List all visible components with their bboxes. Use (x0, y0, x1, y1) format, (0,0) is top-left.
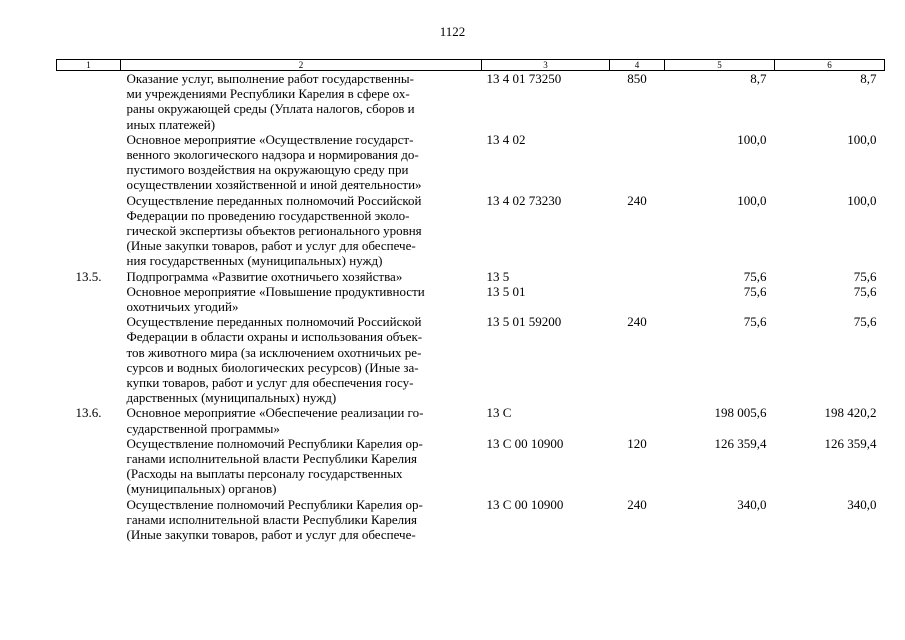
table-row (57, 269, 885, 284)
item-name: Оказание услуг, выполнение работ государственны- ми учреждениями Республики Карелия в сфере ох- раны окружающей среды (Уплата налогов, сборов и иных платежей) (126, 71, 415, 132)
expense-type-code: 240 (627, 496, 647, 512)
target-article-code: 13 5 01 (486, 283, 526, 299)
item-number (57, 497, 121, 543)
item-name: Основное мероприятие «Осуществление государст- венного экологического надзора и нормирования до- пустимого воздействия на окружающую среду при осуществлении хозяйственной и иной деятельности» (126, 131, 422, 193)
amount-year-1: 198 005,6 (714, 405, 767, 421)
amount-year-1: 340,0 (737, 496, 767, 512)
table-row (57, 193, 885, 269)
table-row (57, 497, 885, 543)
amount-year-1: 126 359,4 (714, 435, 767, 451)
expense-type-code: 240 (627, 192, 647, 208)
column-header: 3 (482, 60, 610, 71)
table-row (57, 405, 885, 435)
item-number: 13.5. (75, 268, 102, 284)
amount-year-2: 75,6 (853, 283, 877, 299)
item-number (57, 436, 121, 497)
amount-year-2: 340,0 (847, 496, 877, 512)
amount-year-2: 75,6 (853, 314, 877, 330)
expense-type-code (610, 132, 665, 193)
amount-year-1: 100,0 (737, 192, 767, 208)
target-article-code: 13 5 01 59200 (486, 314, 562, 330)
item-number: 13.6. (75, 405, 102, 421)
column-header: 1 (57, 60, 121, 71)
expense-type-code: 120 (627, 435, 647, 451)
target-article-code: 13 4 02 (486, 131, 526, 147)
table-row (57, 71, 885, 132)
item-name: Осуществление полномочий Республики Карелия ор- ганами исполнительной власти Республики Карелия (Расходы на выплаты персоналу государственных (муниципальных) органов) (126, 435, 423, 497)
amount-year-2: 75,6 (853, 268, 877, 284)
amount-year-2: 198 420,2 (824, 405, 877, 421)
column-header: 5 (665, 60, 775, 71)
amount-year-2: 100,0 (847, 131, 877, 147)
amount-year-2: 100,0 (847, 192, 877, 208)
table-row (57, 314, 885, 405)
column-header: 4 (610, 60, 665, 71)
column-header: 2 (121, 60, 482, 71)
amount-year-1: 100,0 (737, 131, 767, 147)
item-name: Осуществление полномочий Республики Карелия ор- ганами исполнительной власти Республики Карелия (Иные закупки товаров, работ и услуг для обеспече- (126, 496, 423, 543)
target-article-code: 13 4 02 73230 (486, 192, 562, 208)
amount-year-2: 126 359,4 (824, 435, 877, 451)
amount-year-1: 75,6 (743, 283, 767, 299)
expense-type-code (610, 284, 665, 314)
item-name: Осуществление переданных полномочий Российской Федерации по проведению государственной эколо- гической экспертизы объектов регионального уровня (Иные закупки товаров, работ и услуг для обеспече- ния государственных (муниципальных) нужд) (126, 192, 422, 269)
item-number (57, 284, 121, 314)
target-article-code: 13 С (486, 405, 512, 421)
item-number (57, 71, 121, 132)
target-article-code: 13 5 (486, 268, 510, 284)
expense-type-code: 850 (627, 71, 647, 86)
item-name: Основное мероприятие «Обеспечение реализации го- сударственной программы» (126, 405, 424, 436)
table-row (57, 284, 885, 314)
budget-table (56, 59, 885, 542)
item-number (57, 193, 121, 269)
amount-year-1: 75,6 (743, 268, 767, 284)
item-number (57, 132, 121, 193)
page-number: 1122 (439, 24, 466, 39)
target-article-code: 13 С 00 10900 (486, 435, 564, 451)
target-article-code: 13 4 01 73250 (486, 71, 562, 86)
table-body (57, 71, 885, 543)
table-row (57, 436, 885, 497)
table-row (57, 132, 885, 193)
item-name: Подпрограмма «Развитие охотничьего хозяйства» (126, 268, 403, 284)
column-number-row (57, 60, 885, 71)
item-name: Осуществление переданных полномочий Российской Федерации в области охраны и использования объек- тов животного мира (за исключением охотничьих ре- сурсов и водных биологических ресурсов) (Иные за- купки товаров, работ и услуг для обеспечения госу- дарственных (муниципальных) нужд) (126, 314, 423, 406)
item-name: Основное мероприятие «Повышение продуктивности охотничьих угодий» (126, 283, 425, 315)
amount-year-2: 8,7 (860, 71, 877, 86)
expense-type-code (610, 269, 665, 284)
target-article-code: 13 С 00 10900 (486, 496, 564, 512)
expense-type-code: 240 (627, 314, 647, 330)
amount-year-1: 8,7 (750, 71, 767, 86)
column-header: 6 (775, 60, 885, 71)
amount-year-1: 75,6 (743, 314, 767, 330)
item-number (57, 314, 121, 405)
expense-type-code (610, 405, 665, 435)
